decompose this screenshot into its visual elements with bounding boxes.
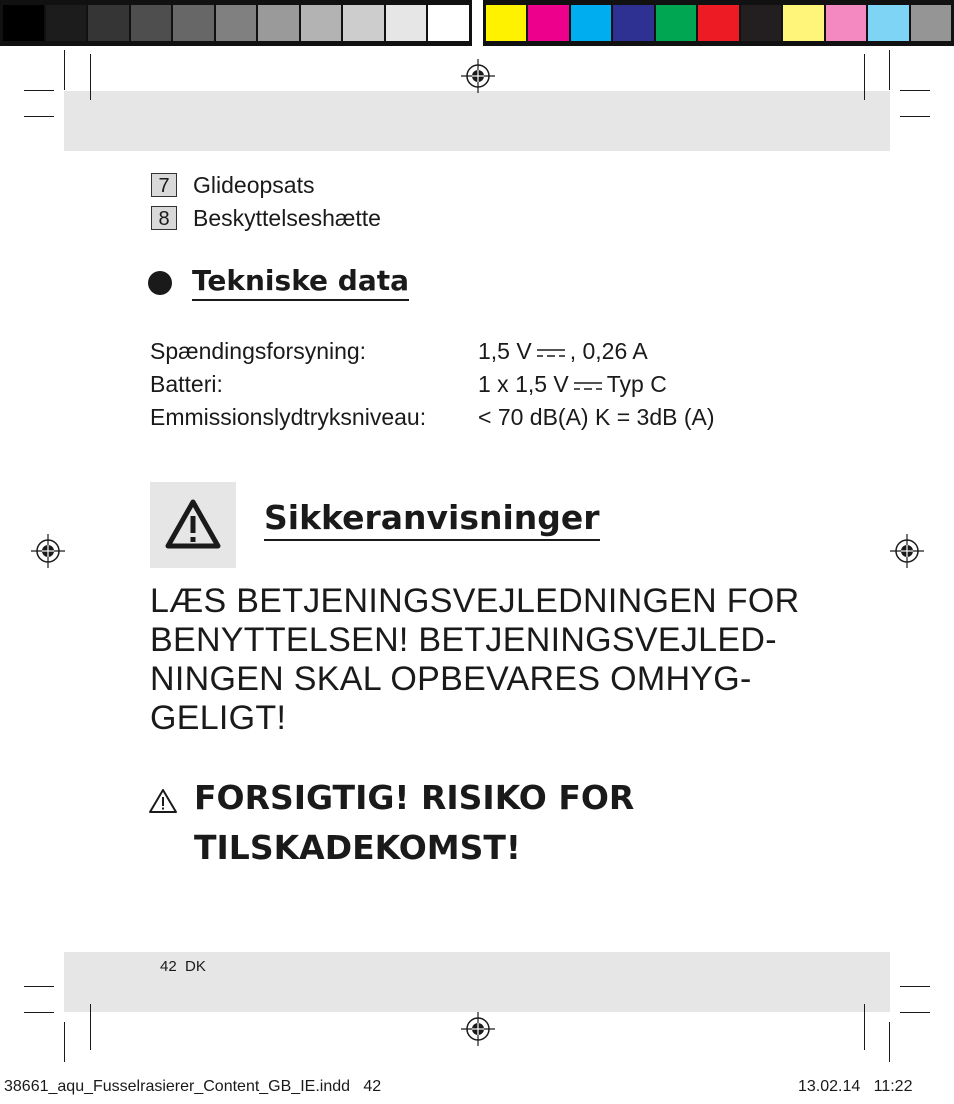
warning-icon-box bbox=[150, 482, 236, 568]
caution-heading-line: TILSKADEKOMST! bbox=[194, 828, 521, 867]
color-swatch bbox=[656, 5, 696, 41]
spec-value: 1 x 1,5 V Typ C bbox=[478, 371, 667, 397]
section-title: Sikkeranvisninger bbox=[264, 498, 600, 541]
list-item bbox=[151, 171, 314, 199]
dc-current-icon bbox=[573, 379, 603, 393]
section-title: Tekniske data bbox=[192, 264, 409, 301]
color-swatch bbox=[826, 5, 866, 41]
slug-timestamp: 13.02.14 11:22 bbox=[798, 1078, 913, 1095]
grayscale-color-bar bbox=[0, 0, 472, 46]
color-swatch bbox=[258, 5, 299, 41]
spec-label: Batteri: bbox=[150, 371, 223, 397]
language-code: DK bbox=[185, 958, 206, 975]
color-swatch bbox=[571, 5, 611, 41]
color-swatch bbox=[741, 5, 781, 41]
process-color-bar bbox=[483, 0, 954, 46]
color-swatch bbox=[3, 5, 44, 41]
spec-label: Emmissionslydtryksniveau: bbox=[150, 404, 427, 430]
color-swatch bbox=[698, 5, 738, 41]
registration-mark-icon bbox=[890, 534, 924, 568]
section-heading-technical-data bbox=[148, 264, 409, 301]
color-swatch bbox=[783, 5, 823, 41]
warning-triangle-icon bbox=[150, 482, 236, 568]
color-swatch bbox=[216, 5, 257, 41]
color-swatch bbox=[386, 5, 427, 41]
page-footer bbox=[160, 958, 206, 975]
instruction-line: GELIGT! bbox=[150, 699, 287, 737]
color-swatch bbox=[428, 5, 469, 41]
instruction-line: BENYTTELSEN! BETJENINGSVEJLED- bbox=[150, 621, 777, 659]
color-swatch bbox=[613, 5, 653, 41]
caution-heading-line: FORSIGTIG! RISIKO FOR bbox=[194, 778, 635, 817]
list-item bbox=[151, 204, 381, 232]
color-swatch bbox=[486, 5, 526, 41]
color-swatch bbox=[131, 5, 172, 41]
registration-mark-icon bbox=[461, 59, 495, 93]
registration-mark-icon bbox=[31, 534, 65, 568]
color-swatch bbox=[868, 5, 908, 41]
color-swatch bbox=[88, 5, 129, 41]
item-number: 8 bbox=[151, 206, 177, 230]
color-swatch bbox=[46, 5, 87, 41]
color-swatch bbox=[173, 5, 214, 41]
caution-triangle-icon bbox=[148, 788, 178, 814]
item-label: Glideopsats bbox=[193, 171, 315, 198]
bullet-icon bbox=[148, 271, 172, 295]
spec-value: < 70 dB(A) K = 3dB (A) bbox=[478, 404, 715, 430]
color-swatch bbox=[301, 5, 342, 41]
item-label: Beskyttelseshætte bbox=[193, 204, 381, 231]
color-swatch bbox=[343, 5, 384, 41]
instruction-line: NINGEN SKAL OPBEVARES OMHYG- bbox=[150, 660, 752, 698]
color-swatch bbox=[528, 5, 568, 41]
header-gray-band bbox=[64, 91, 890, 151]
color-swatch bbox=[911, 5, 951, 41]
registration-mark-icon bbox=[461, 1012, 495, 1046]
item-number: 7 bbox=[151, 173, 177, 197]
slug-filename: 38661_aqu_Fusselrasierer_Content_GB_IE.indd 42 bbox=[4, 1078, 382, 1095]
page-number: 42 bbox=[160, 958, 177, 975]
dc-current-icon bbox=[536, 346, 566, 360]
instruction-line: LÆS BETJENINGSVEJLEDNINGEN FOR bbox=[150, 582, 800, 620]
spec-value: 1,5 V , 0,26 A bbox=[478, 338, 648, 364]
spec-label: Spændingsforsyning: bbox=[150, 338, 367, 364]
